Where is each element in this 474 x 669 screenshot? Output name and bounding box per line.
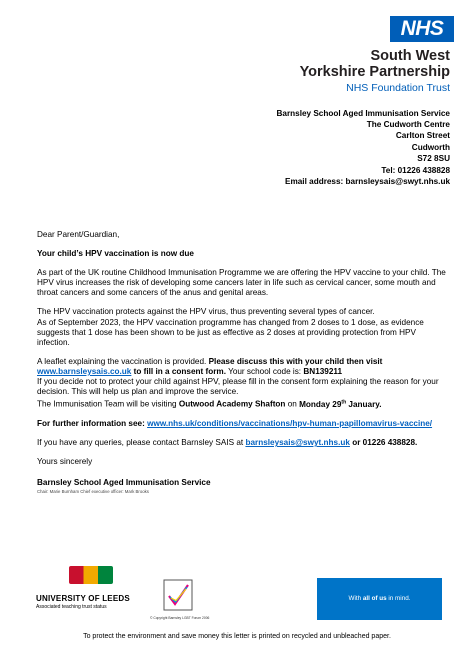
leaflet-text: A leaflet explaining the vaccination is provided. [37, 356, 209, 366]
visit-month: January. [346, 399, 382, 409]
visit-date-suffix: th [341, 399, 347, 406]
rainbow-tick-icon [163, 579, 193, 611]
trust-name-line2: Yorkshire Partnership [299, 64, 450, 80]
leeds-logo-subtitle: Associated teaching trust status [36, 604, 107, 610]
dose-change-text: As of September 2023, the HPV vaccination programme has changed from 2 doses to 1 dose, as evidence suggests that 1 dose has been shown to be just as effective as 2 doses at providing protection from HPV infection. [37, 317, 424, 347]
school-code: BN139211 [303, 366, 343, 376]
leeds-logo-title: UNIVERSITY OF LEEDS [36, 594, 130, 603]
queries-text: If you have any queries, please contact Barnsley SAIS at [37, 438, 246, 448]
nhs-logo: NHS [390, 16, 454, 42]
trust-name-line3: NHS Foundation Trust [346, 82, 450, 94]
consent-website-link[interactable]: www.barnsleysais.co.uk [37, 366, 132, 376]
address-line: Cudworth [411, 142, 450, 152]
paragraph-consent [37, 357, 447, 410]
visit-date [299, 400, 381, 409]
school-name: Outwood Academy Shafton [178, 399, 286, 409]
address-line: S72 8SU [417, 153, 450, 163]
leeds-crest-icon [69, 566, 113, 584]
school-code-label: Your school code is: [225, 366, 304, 376]
protection-text: The HPV vaccination protects against the HPV virus, thus preventing several types of cancer. [37, 307, 375, 317]
decline-text: If you decide not to protect your child against HPV, please fill in the consent form explaining the reason for your decision. This will help us plan and improve the service. [37, 377, 439, 397]
nhs-info-link[interactable]: www.nhs.uk/conditions/vaccinations/hpv-human-papillomavirus-vaccine/ [147, 419, 433, 429]
paragraph-intro: As part of the UK routine Childhood Immunisation Programme we are offering the HPV vaccine to your child. The HPV virus increases the risk of developing some cancers later in life such as cervical cancer, some mouth and throat cancers and some cancers of the anus and genital areas. [37, 268, 446, 298]
tick-logo-caption: © Copyright Barnsley LGBT Forum 2006 [150, 616, 210, 620]
closing: Yours sincerely [37, 457, 93, 467]
paragraph-protection [37, 307, 447, 347]
telephone: Tel: 01226 438828 [381, 166, 450, 175]
queries-phone: or 01226 438828. [349, 438, 418, 448]
email-link[interactable]: barnsleysais@swyt.nhs.uk [245, 438, 350, 448]
footer-note: To protect the environment and save money this letter is printed on recycled and unbleached paper. [83, 633, 391, 640]
salutation: Dear Parent/Guardian, [37, 230, 120, 239]
visit-on: on [285, 399, 300, 409]
university-of-leeds-logo [36, 566, 146, 618]
banner-post: in mind. [386, 595, 411, 602]
visit-text: The Immunisation Team will be visiting [37, 399, 179, 409]
banner-pre: With [348, 595, 363, 602]
officers-line: Chair: Marie Burnham Chief executive officer: Mark Brooks [37, 489, 149, 495]
paragraph-queries [37, 438, 447, 448]
signature-name: Barnsley School Aged Immunisation Service [37, 478, 211, 488]
further-info-label: For further information see: [37, 419, 148, 429]
discuss-text: Please discuss this with your child then visit [208, 356, 383, 366]
letter-body [37, 230, 447, 495]
trust-name-line1: South West [370, 48, 450, 64]
address-line: The Cudworth Centre [366, 120, 450, 130]
with-all-of-us-in-mind-banner [317, 578, 442, 620]
address-line: Barnsley School Aged Immunisation Service [276, 109, 450, 118]
visit-day: Monday 29 [299, 399, 342, 409]
consent-form-text: to fill in a consent form. [131, 366, 226, 376]
banner-bold: all of us [362, 595, 387, 602]
email-address: Email address: barnsleysais@swyt.nhs.uk [285, 177, 450, 186]
address-line: Carlton Street [395, 131, 450, 141]
contact-details [285, 165, 450, 187]
paragraph-further-info [37, 419, 447, 429]
letter-subject: Your child’s HPV vaccination is now due [37, 249, 194, 259]
sender-address [276, 108, 450, 164]
